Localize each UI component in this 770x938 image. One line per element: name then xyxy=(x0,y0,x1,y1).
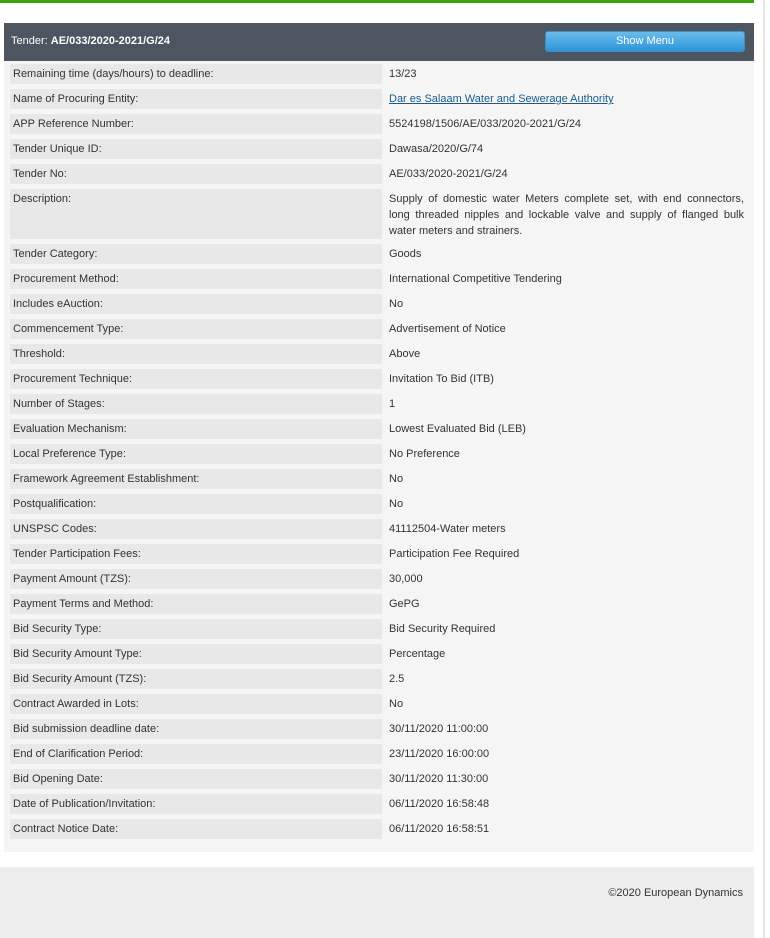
detail-label: Local Preference Type: xyxy=(10,444,382,464)
detail-value: Above xyxy=(385,344,748,364)
detail-row xyxy=(10,64,748,84)
tender-id: AE/033/2020-2021/G/24 xyxy=(50,35,171,47)
detail-row xyxy=(10,519,748,539)
detail-value: No xyxy=(385,469,748,489)
detail-label: Name of Procuring Entity: xyxy=(10,89,382,109)
top-accent-bar xyxy=(0,0,754,3)
detail-label: Payment Amount (TZS): xyxy=(10,569,382,589)
detail-value: 1 xyxy=(385,394,748,414)
detail-value: 23/11/2020 16:00:00 xyxy=(385,744,748,764)
detail-label: Tender Category: xyxy=(10,244,382,264)
detail-row xyxy=(10,769,748,789)
detail-value: 30/11/2020 11:30:00 xyxy=(385,769,748,789)
page-right-edge xyxy=(763,0,765,938)
detail-row xyxy=(10,469,748,489)
detail-row xyxy=(10,544,748,564)
detail-row xyxy=(10,344,748,364)
detail-row xyxy=(10,594,748,614)
detail-row xyxy=(10,444,748,464)
detail-value: International Competitive Tendering xyxy=(385,269,748,289)
procuring-entity-link[interactable]: Dar es Salaam Water and Sewerage Authority xyxy=(389,93,614,105)
detail-row xyxy=(10,294,748,314)
detail-label: UNSPSC Codes: xyxy=(10,519,382,539)
detail-row xyxy=(10,319,748,339)
detail-label: Tender Unique ID: xyxy=(10,139,382,159)
detail-label: Includes eAuction: xyxy=(10,294,382,314)
detail-value: 41112504-Water meters xyxy=(385,519,748,539)
detail-value: GePG xyxy=(385,594,748,614)
detail-value: No xyxy=(385,694,748,714)
show-menu-button[interactable]: Show Menu xyxy=(545,31,745,52)
detail-row xyxy=(10,719,748,739)
detail-value: No Preference xyxy=(385,444,748,464)
detail-value: 5524198/1506/AE/033/2020-2021/G/24 xyxy=(385,114,748,134)
detail-value: No xyxy=(385,294,748,314)
detail-label: Evaluation Mechanism: xyxy=(10,419,382,439)
detail-value: 30,000 xyxy=(385,569,748,589)
detail-row xyxy=(10,819,748,839)
detail-row xyxy=(10,164,748,184)
detail-row xyxy=(10,139,748,159)
detail-value: Bid Security Required xyxy=(385,619,748,639)
tender-header xyxy=(4,23,754,61)
detail-label: APP Reference Number: xyxy=(10,114,382,134)
detail-value: Advertisement of Notice xyxy=(385,319,748,339)
detail-label: Threshold: xyxy=(10,344,382,364)
detail-row xyxy=(10,694,748,714)
detail-label: Bid Security Amount Type: xyxy=(10,644,382,664)
copyright-text: ©2020 European Dynamics xyxy=(608,887,743,899)
detail-row xyxy=(10,244,748,264)
detail-value xyxy=(385,89,748,109)
detail-label: Bid Security Amount (TZS): xyxy=(10,669,382,689)
detail-row xyxy=(10,269,748,289)
detail-label: Tender No: xyxy=(10,164,382,184)
detail-value: Supply of domestic water Meters complete set, with end connectors, long threaded nipples and lockable valve and supply of flanged bulk water meters and strainers. xyxy=(385,189,748,239)
detail-row xyxy=(10,369,748,389)
detail-label: Bid Security Type: xyxy=(10,619,382,639)
detail-value: Participation Fee Required xyxy=(385,544,748,564)
detail-row xyxy=(10,644,748,664)
detail-label: Postqualification: xyxy=(10,494,382,514)
detail-label: Remaining time (days/hours) to deadline: xyxy=(10,64,382,84)
detail-value: No xyxy=(385,494,748,514)
detail-label: Date of Publication/Invitation: xyxy=(10,794,382,814)
detail-row xyxy=(10,569,748,589)
detail-label: Tender Participation Fees: xyxy=(10,544,382,564)
detail-row xyxy=(10,89,748,109)
detail-value: Goods xyxy=(385,244,748,264)
page-title xyxy=(11,35,170,47)
detail-value: 06/11/2020 16:58:51 xyxy=(385,819,748,839)
detail-value: AE/033/2020-2021/G/24 xyxy=(385,164,748,184)
detail-label: Framework Agreement Establishment: xyxy=(10,469,382,489)
detail-value: 13/23 xyxy=(385,64,748,84)
detail-value: Lowest Evaluated Bid (LEB) xyxy=(385,419,748,439)
detail-value: Invitation To Bid (ITB) xyxy=(385,369,748,389)
detail-row xyxy=(10,744,748,764)
detail-row xyxy=(10,394,748,414)
detail-label: Bid submission deadline date: xyxy=(10,719,382,739)
detail-row xyxy=(10,114,748,134)
detail-value: 2.5 xyxy=(385,669,748,689)
detail-label: Contract Notice Date: xyxy=(10,819,382,839)
detail-value: 30/11/2020 11:00:00 xyxy=(385,719,748,739)
detail-label: Bid Opening Date: xyxy=(10,769,382,789)
detail-label: Contract Awarded in Lots: xyxy=(10,694,382,714)
footer xyxy=(0,867,754,938)
detail-row xyxy=(10,669,748,689)
detail-row xyxy=(10,494,748,514)
detail-row xyxy=(10,419,748,439)
detail-label: Procurement Technique: xyxy=(10,369,382,389)
detail-row xyxy=(10,619,748,639)
tender-label: Tender: xyxy=(11,35,48,47)
detail-label: Procurement Method: xyxy=(10,269,382,289)
detail-label: End of Clarification Period: xyxy=(10,744,382,764)
tender-details-table xyxy=(10,64,748,844)
detail-row xyxy=(10,794,748,814)
tender-details-panel xyxy=(4,61,754,852)
detail-value: 06/11/2020 16:58:48 xyxy=(385,794,748,814)
detail-value: Percentage xyxy=(385,644,748,664)
detail-value: Dawasa/2020/G/74 xyxy=(385,139,748,159)
detail-label: Commencement Type: xyxy=(10,319,382,339)
detail-row xyxy=(10,189,748,239)
detail-label: Payment Terms and Method: xyxy=(10,594,382,614)
detail-label: Number of Stages: xyxy=(10,394,382,414)
detail-label: Description: xyxy=(10,189,382,239)
